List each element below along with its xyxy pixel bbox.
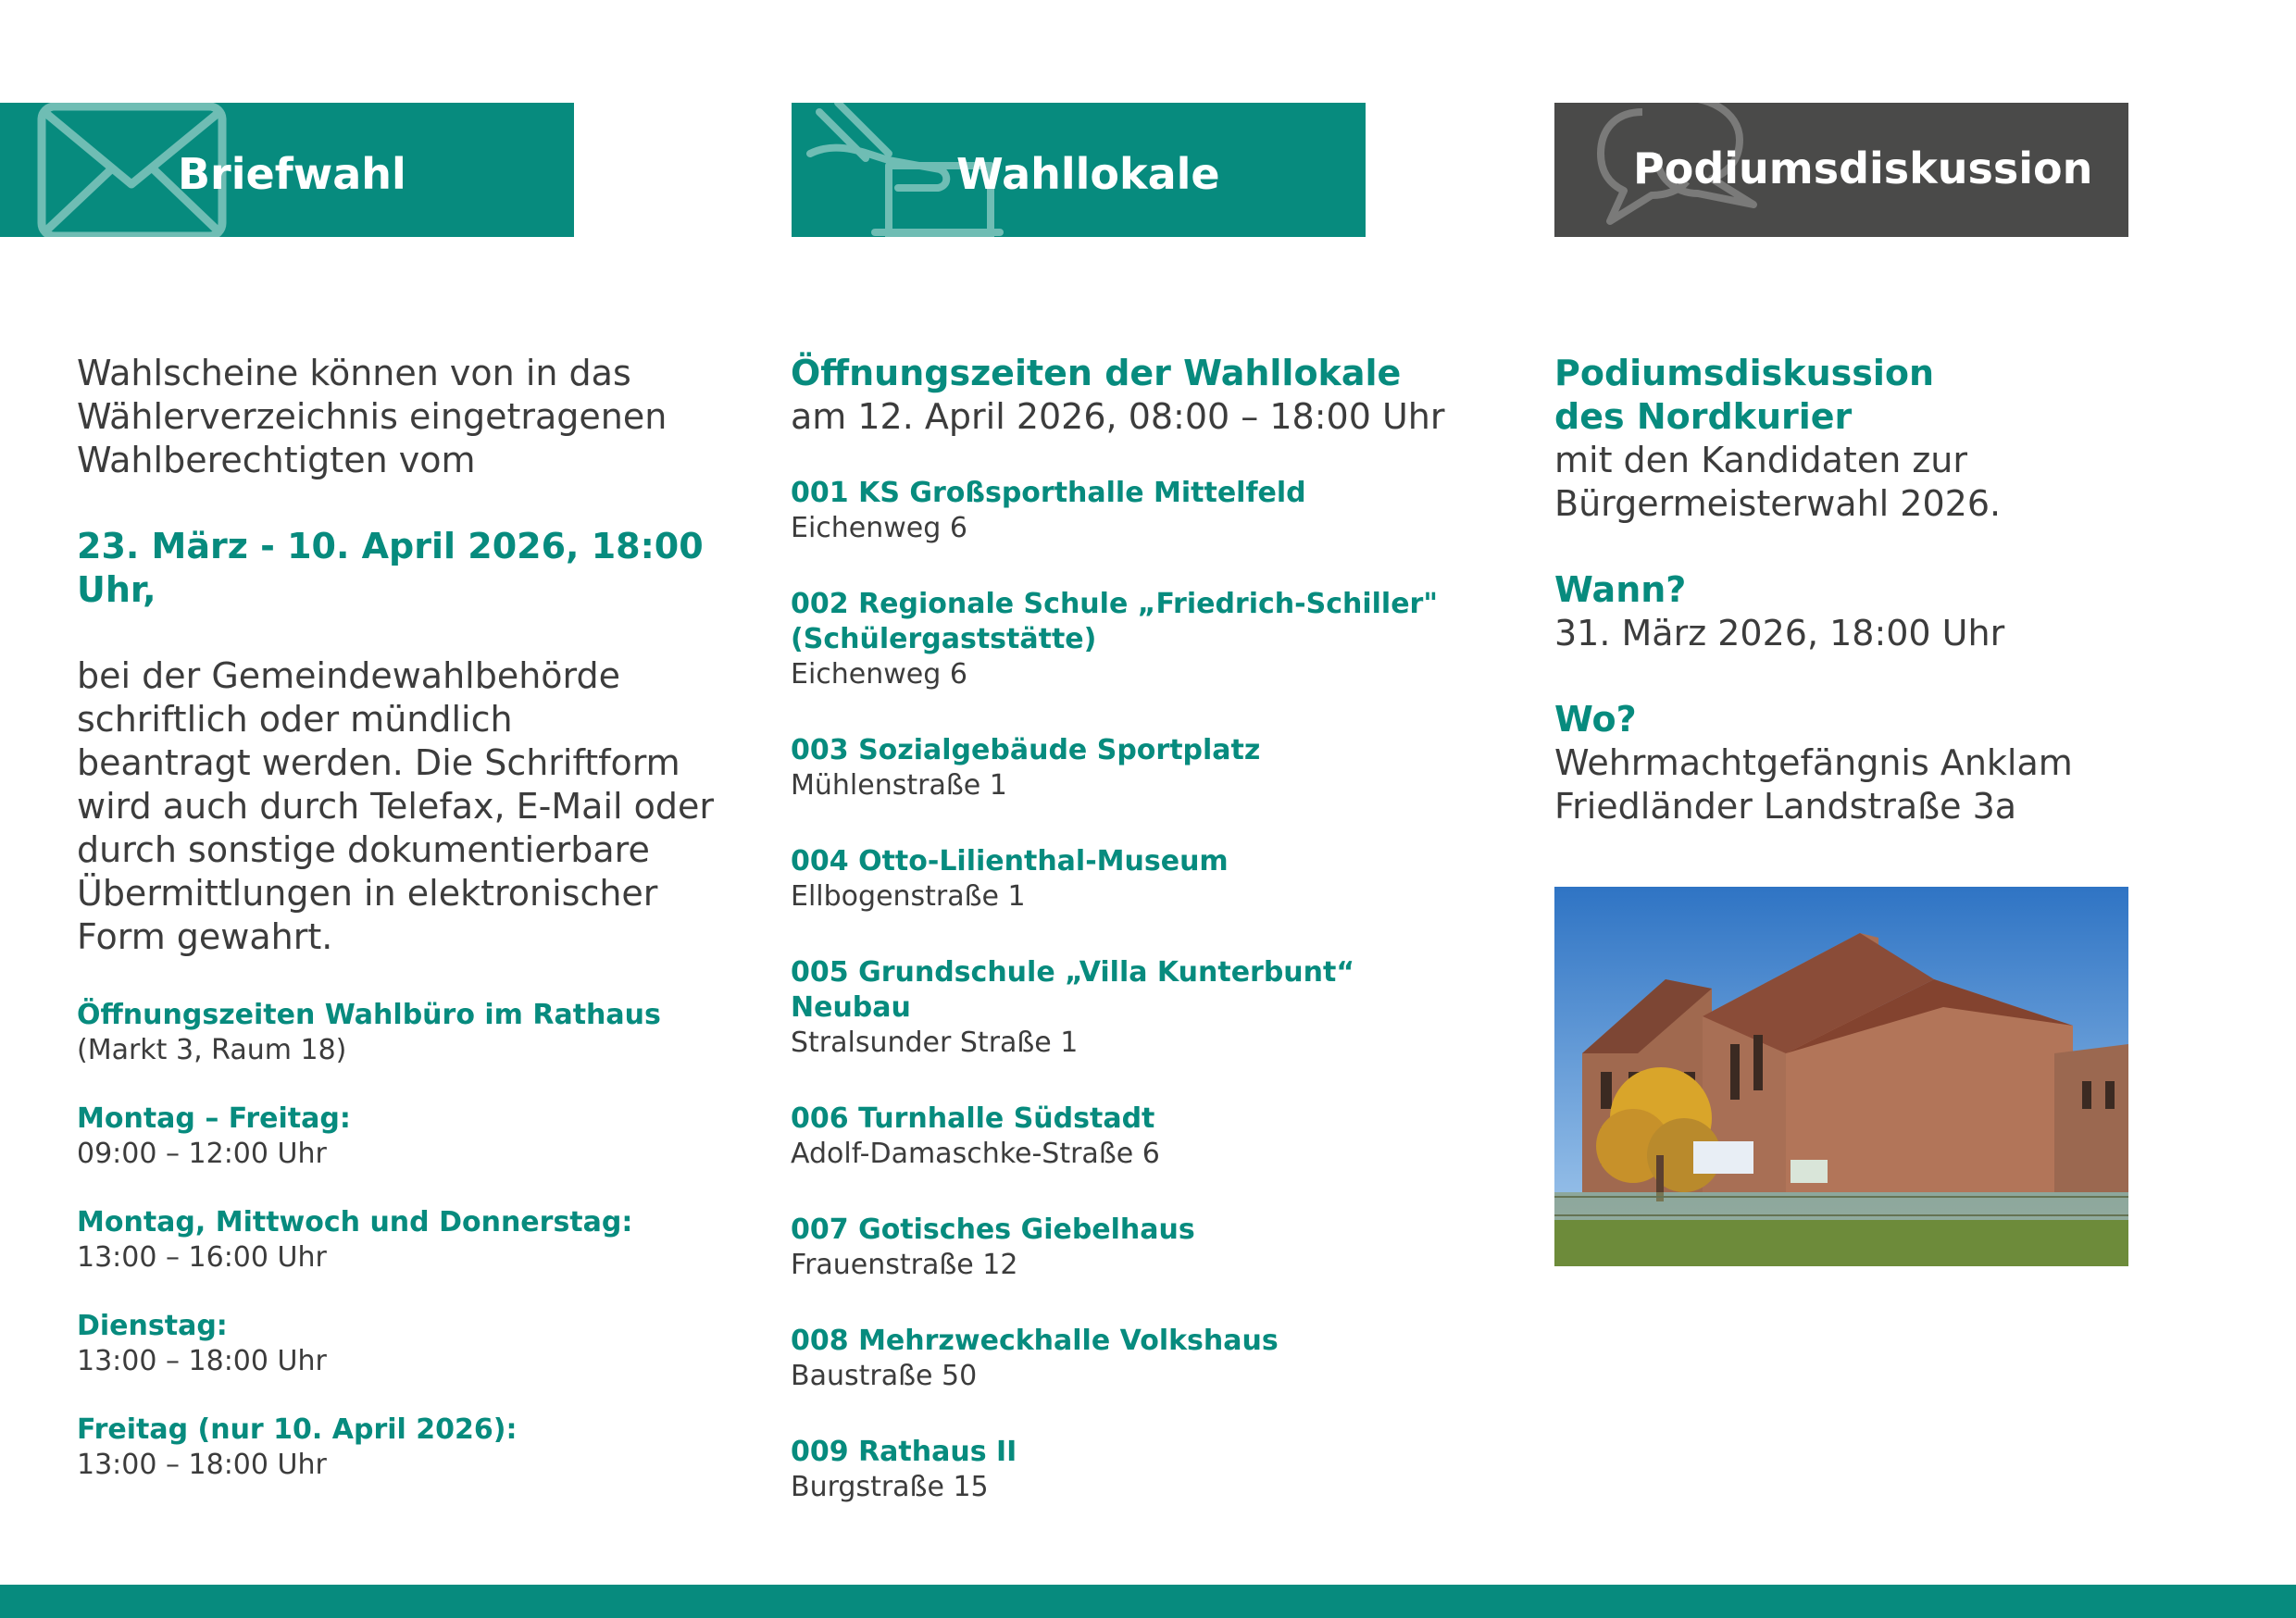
wahllokale-title: Wahllokale [956, 148, 1220, 199]
wahllokale-header [792, 103, 1366, 237]
location-item [791, 1324, 1476, 1394]
hours-entry [77, 1101, 743, 1172]
hours-time: 13:00 – 18:00 Uhr [77, 1449, 327, 1481]
hours-time: 09:00 – 12:00 Uhr [77, 1138, 327, 1170]
office-location: (Markt 3, Raum 18) [77, 1034, 347, 1066]
where-label: Wo? [1554, 699, 1637, 740]
location-item [791, 733, 1476, 803]
text-line: mit den Kandidaten zur [1554, 440, 1968, 480]
text-line: Bürgermeisterwahl 2026. [1554, 483, 2002, 524]
location-address: Ellbogenstraße 1 [791, 880, 1026, 913]
text-line: Wehrmachtgefängnis Anklam [1554, 742, 2073, 783]
podium-column [1554, 352, 2184, 828]
hours-label: Montag – Freitag: [77, 1102, 351, 1135]
footer-bar [0, 1585, 2296, 1618]
location-address: Adolf-Damaschke-Straße 6 [791, 1138, 1160, 1170]
location-name: 004 Otto-Lilienthal-Museum [791, 845, 1229, 877]
office-hours-heading: Öffnungszeiten Wahlbüro im Rathaus [77, 999, 661, 1031]
location-item [791, 1435, 1476, 1505]
text-line: bei der Gemeindewahlbehörde [77, 655, 620, 696]
briefwahl-intro [77, 352, 743, 482]
briefwahl-dates: 23. März - 10. April 2026, 18:00 Uhr, [77, 526, 704, 610]
location-name: 003 Sozialgebäude Sportplatz [791, 734, 1261, 766]
text-line: beantragt werden. Die Schriftform [77, 742, 680, 783]
building-photo [1554, 887, 2128, 1266]
location-item [791, 955, 1476, 1061]
location-item [791, 844, 1476, 915]
hours-label: Freitag (nur 10. April 2026): [77, 1413, 518, 1446]
location-item [791, 476, 1476, 546]
location-name: 001 KS Großsporthalle Mittelfeld [791, 477, 1306, 509]
wahllokale-subheading: am 12. April 2026, 08:00 – 18:00 Uhr [791, 396, 1445, 437]
hours-entry [77, 1413, 743, 1483]
location-address: Stralsunder Straße 1 [791, 1027, 1079, 1059]
text-line: durch sonstige dokumentierbare [77, 829, 650, 870]
location-name: 002 Regionale Schule „Friedrich-Schiller" [791, 588, 1438, 620]
location-address: Mühlenstraße 1 [791, 769, 1007, 802]
hours-entry [77, 1205, 743, 1276]
hours-label: Dienstag: [77, 1310, 228, 1342]
location-name: 007 Gotisches Giebelhaus [791, 1214, 1195, 1246]
briefwahl-header [0, 103, 574, 237]
text-line: Wahlscheine können von in das [77, 353, 631, 393]
briefwahl-title: Briefwahl [178, 148, 406, 199]
location-item [791, 1213, 1476, 1283]
location-name: (Schülergaststätte) [791, 623, 1097, 655]
podium-description [1554, 439, 2184, 526]
text-line: des Nordkurier [1554, 396, 1853, 437]
location-address: Eichenweg 6 [791, 658, 967, 691]
podium-title: Podiumsdiskussion [1633, 143, 2093, 193]
hours-entry [77, 1309, 743, 1379]
text-line: schriftlich oder mündlich [77, 699, 513, 740]
location-name: 009 Rathaus II [791, 1436, 1017, 1468]
location-name: 005 Grundschule „Villa Kunterbunt“ Neubau [791, 956, 1355, 1024]
where-value [1554, 741, 2184, 828]
text-line: Wählerverzeichnis eingetragenen [77, 396, 668, 437]
podium-header [1554, 103, 2128, 237]
location-name: 008 Mehrzweckhalle Volkshaus [791, 1325, 1279, 1357]
text-line: Form gewahrt. [77, 916, 333, 957]
location-item [791, 587, 1476, 692]
location-address: Eichenweg 6 [791, 512, 967, 544]
wahllokale-heading: Öffnungszeiten der Wahllokale [791, 353, 1402, 393]
wahllokale-column [791, 352, 1476, 1505]
hours-time: 13:00 – 16:00 Uhr [77, 1241, 327, 1274]
when-value: 31. März 2026, 18:00 Uhr [1554, 613, 2005, 653]
briefwahl-column [77, 352, 743, 1483]
location-address: Baustraße 50 [791, 1360, 978, 1392]
text-line: Übermittlungen in elektronischer [77, 873, 658, 914]
location-address: Burgstraße 15 [791, 1471, 989, 1503]
text-line: Podiumsdiskussion [1554, 353, 1935, 393]
when-label: Wann? [1554, 569, 1687, 610]
location-name: 006 Turnhalle Südstadt [791, 1102, 1155, 1135]
hours-label: Montag, Mittwoch und Donnerstag: [77, 1206, 633, 1238]
text-line: Friedländer Landstraße 3a [1554, 786, 2017, 827]
location-item [791, 1101, 1476, 1172]
briefwahl-body [77, 654, 743, 959]
location-address: Frauenstraße 12 [791, 1249, 1018, 1281]
podium-heading [1554, 352, 2184, 439]
hours-time: 13:00 – 18:00 Uhr [77, 1345, 327, 1377]
text-line: Wahlberechtigten vom [77, 440, 476, 480]
text-line: wird auch durch Telefax, E-Mail oder [77, 786, 715, 827]
